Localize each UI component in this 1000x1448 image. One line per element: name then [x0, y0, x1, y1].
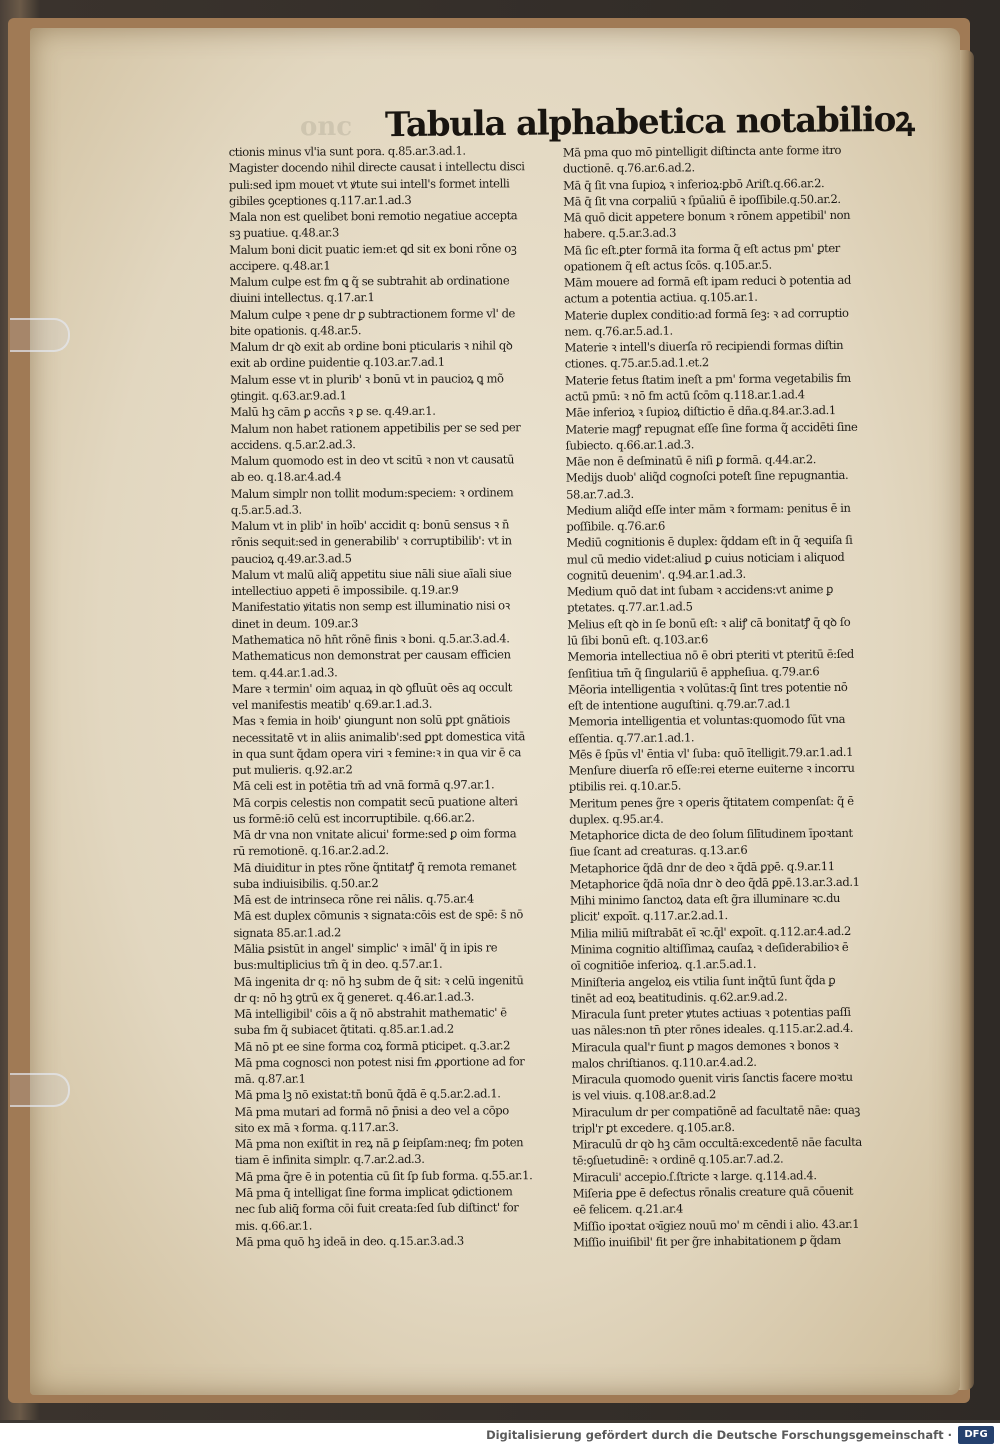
index-line: mā. q.87.ar.1: [234, 1071, 306, 1087]
index-line: Mā celi est in potētia tm̄ ad vnā formā q.97.ar.1.: [232, 777, 495, 794]
index-line: ptetates. q.77.ar.1.ad.5: [567, 599, 693, 616]
index-line: diuini intellectus. q.17.ar.1: [229, 290, 375, 306]
index-line: duplex. q.95.ar.4.: [569, 811, 664, 827]
index-line: suba fm q̃ subiacet q̃titati. q.85.ar.1.ad.2: [233, 1022, 454, 1038]
index-line: habere. q.5.ar.3.ad.3: [563, 225, 677, 241]
index-line: Māe non ē deſminatū ē niſi ꝑ formā. q.44.ar.2.: [565, 452, 817, 469]
index-line: ab eo. q.18.ar.4.ad.4: [230, 469, 342, 485]
index-line: Miraculi' accepio.ſ.ſtricte ꝛ large. q.114.ad.4.: [572, 1167, 817, 1185]
index-line: Mā pma q̄ intelligat ſine forma implicat ꝯdictionem: [234, 1184, 513, 1200]
index-line: Mālia ꝑsistūt in angel' simplic' ꝛ imāl' q̃ in ipis re: [233, 940, 498, 957]
index-line: Mā pma non exiſtit in reꝝ nā ꝑ ſeipſam:neq; fm poten: [234, 1135, 524, 1152]
index-line: intellectiuo appeti ē impossibile. q.19.ar.9: [231, 582, 459, 599]
index-line: ꝯtingit. q.63.ar.9.ad.1: [230, 388, 347, 403]
dfg-logo-icon: DFG: [958, 1426, 994, 1444]
funding-credit: Digitalisierung gefördert durch die Deutsche Forschungsgemeinschaft ·: [486, 1428, 952, 1442]
index-line: Malū hꝫ cām ꝑ accn̄s ꝛ ꝑ se. q.49.ar.1.: [230, 404, 436, 420]
index-line: dr q: nō hꝫ ꝯtrū ex q̃ generet. q.46.ar.1.ad.3.: [233, 989, 475, 1005]
index-line: eſt de intentione auguſtini. q.79.ar.7.ad.1: [568, 696, 792, 713]
index-line: Malum non habet rationem appetibilis per se sed per: [230, 419, 521, 436]
index-line: Mā pma cognosci non potest nisi fm ꝓportione ad for: [234, 1054, 525, 1070]
index-line: ctionis minus vl'ia sunt pora. q.85.ar.3.ad.1.: [228, 143, 466, 160]
index-line: Materie ꝛ intell's diuerſa rō recipiendi formas diſtin: [564, 338, 844, 355]
index-line: paucioꝝ q.49.ar.3.ad.5: [231, 550, 352, 566]
index-line: Mathematica nō hn̄t rõnē finis ꝛ boni. q.5.ar.3.ad.4.: [231, 631, 510, 647]
index-line: Manifestatio ꝟitatis non semp est illuminatio nisi oꝛ: [231, 598, 510, 615]
index-line: tē:ꝯſuetudinē: ꝛ ordinē q.105.ar.7.ad.2.: [572, 1152, 784, 1169]
right-column: [563, 141, 904, 1250]
index-line: Mā ingenita dr q: nō hꝫ subm de q̃ sit: ꝛ celū ingenitū: [233, 972, 524, 989]
page-clip-icon: [10, 1073, 70, 1107]
index-line: Malum culpe est fm ꝗ q̃ se subtrahit ab ordinatione: [229, 273, 510, 290]
index-line: opationem q̃ eſt actus ſcōs. q.105.ar.5.: [563, 257, 772, 274]
index-line: ductionē. q.76.ar.6.ad.2.: [562, 160, 695, 176]
index-line: Mā intelligibil' cōis a q̃ nō abstrahit mathematic' ē: [233, 1005, 507, 1022]
index-line: Mā dr vna non vnitate alicui' forme:sed ꝑ oim forma: [232, 826, 517, 843]
footer-bar: [0, 1423, 1000, 1448]
index-line: Mām mouere ad formā eſt ipam reduci ꝺ potentia ad: [563, 272, 852, 290]
index-line: Miſſio ipoꝛtat oꝛīgiez nouū mo' m cēndi i alio. 43.ar.1: [573, 1216, 860, 1234]
index-line: Mā ſic eſt.ꝑter formā ita forma q̃ eſt actus pm' ꝑter: [563, 240, 840, 258]
index-line: eē felicem. q.21.ar.4: [572, 1201, 684, 1217]
bleed-through-text: onc: [300, 112, 353, 142]
index-line: tiam ē infinita simplr. q.7.ar.2.ad.3.: [234, 1152, 425, 1168]
index-line: Malum simplr non tollit modum:speciem: ꝛ ordinem: [230, 484, 514, 501]
index-line: Minima cognitio altiſſimaꝝ cauſaꝝ ꝛ deſiderabilioꝛ ē: [570, 939, 849, 957]
index-line: Menſure diuerſa rō eſſe:rei eterne euiterne ꝛ incorru: [568, 760, 855, 778]
index-line: gibiles ꝯceptiones q.117.ar.1.ad.3: [228, 192, 412, 208]
index-line: Materie duplex conditio:ad formā ſeꝫ: ꝛ ad corruptio: [564, 305, 849, 323]
index-line: 58.ar.7.ad.3.: [565, 486, 634, 502]
index-line: Mēoria intelligentia ꝛ volūtas:q̄ ſint tres potentie nō: [567, 679, 848, 697]
index-line: oī cognitiōe inferioꝝ. q.1.ar.5.ad.1.: [570, 957, 757, 973]
index-line: mis. q.66.ar.1.: [235, 1218, 313, 1233]
index-line: ſenſitiua tm̄ q̃ ſingulariū ē appheſiua. q.79.ar.6: [567, 663, 820, 681]
index-line: Melius eſt qꝺ in ſe bonū eſt: ꝛ aliꝭ cā bonitatꝭ q̄ qꝺ ſo: [567, 614, 851, 632]
index-line: ſiue ſcant ad creaturas. q.13.ar.6: [569, 843, 748, 859]
index-line: Miſſio inuiſibil' fit per g̃re inhabitationem ꝑ q̃dam: [573, 1232, 841, 1250]
index-line: Miſeria ꝑpe ē defectus rōnalis creature quā cōuenit: [572, 1183, 854, 1201]
index-line: Medium quō dat int ſubam ꝛ accidens:vt anime ꝑ: [566, 582, 833, 599]
index-line: uas nāles:non tn̄ pter rōnes ideales. q.115.ar.2.ad.4.: [571, 1021, 854, 1038]
index-line: actum a potentia actiua. q.105.ar.1.: [564, 290, 758, 306]
index-line: Mā q̄ ſit vna ſupioꝝ ꝛ inferioꝝ:ꝑbō Ariſt.q.66.ar.2.: [563, 175, 825, 193]
index-line: Meritum penes g̃re ꝛ operis q̃titatem compenſat: q̃ ē: [568, 793, 854, 811]
index-line: poſſibile. q.76.ar.6: [566, 518, 665, 534]
index-line: lū ſibi bonū eſt. q.103.ar.6: [567, 632, 708, 648]
index-line: necessitatē vt in aliis animalib':sed ꝑpt domestica vitā: [232, 728, 526, 745]
index-line: actū pmū: ꝛ nō fm actū ſcōm q.118.ar.1.ad.4: [565, 387, 805, 404]
index-line: bite opationis. q.48.ar.5.: [229, 323, 362, 338]
index-line: nem. q.76.ar.5.ad.1.: [564, 323, 673, 339]
index-line: Mēs ē ſpūs vl' ēntia vl' ſuba: quō ītelligit.79.ar.1.ad.1: [568, 744, 854, 762]
index-line: sꝫ puatiue. q.48.ar.3: [229, 225, 339, 241]
index-line: Miracula quomodo ꝯuenit viris ſanctis facere moꝛtu: [571, 1070, 853, 1087]
index-line: Mā est duplex cōmunis ꝛ signata:cōis est de spē: s̄ nō: [233, 907, 523, 924]
index-line: Mā pma lꝫ nō existat:tn̄ bonū q̃dā ē q.5.ar.2.ad.1.: [234, 1086, 501, 1103]
index-line: Mala non est quelibet boni remotio negatiue accepta: [229, 208, 518, 225]
index-line: tinēt ad eoꝝ beatitudinis. q.62.ar.9.ad.2.: [570, 989, 788, 1006]
index-line: rū remotionē. q.16.ar.2.ad.2.: [232, 843, 389, 859]
index-line: suba indiuisibilis. q.50.ar.2: [233, 876, 379, 891]
index-line: Mā pma quo mō pintelligit diſtincta ante forme itro: [562, 142, 842, 160]
index-line: eſſentia. q.77.ar.1.ad.1.: [568, 729, 695, 746]
index-line: rõnis sequit:sed in generabilib' ꝛ corruptibilib': vt in: [231, 533, 512, 550]
index-line: Māe inferioꝝ ꝛ ſupioꝝ diſtictio ē dña.q.84.ar.3.ad.1: [565, 403, 836, 420]
index-line: Mathematicus non demonstrat per causam efficien: [231, 647, 511, 664]
index-line: Malum vt in plib' in hoīb' accidit q: bonū sensus ꝛ n̄: [230, 517, 510, 534]
index-line: Malum vt malū aliq̃ appetitu siue nāli siue aīali siue: [231, 566, 512, 582]
page-title: Tabula alphabetica notabilioꝝ: [384, 99, 914, 146]
index-line: Memoria intelligentia et voluntas:quomodo ſūt vna: [568, 712, 846, 729]
index-line: Mā corpis celestis non compatit secū puatione alteri: [232, 793, 518, 810]
index-line: Mihi minimo ſanctoꝝ data eſt g̃ra illuminare ꝛc.du: [569, 891, 841, 908]
index-line: ſubiecto. q.66.ar.1.ad.3.: [565, 437, 695, 453]
index-line: accipere. q.48.ar.1: [229, 258, 331, 273]
index-line: Medijs duob' aliq̃d cognoſci poteſt ſine repugnantia.: [565, 468, 849, 485]
index-line: Materie magꝭ repugnat eſſe ſine forma q̃ accidēti ſine: [565, 419, 858, 437]
index-line: Mas ꝛ femia in hoib' ꝯiungunt non solū ꝑpt gnãtiois: [232, 712, 510, 729]
index-line: Medium aliq̃d eſſe inter mām ꝛ formam: penitus ē in: [566, 500, 851, 518]
index-line: Malum quomodo est in deo vt scitū ꝛ non vt causatū: [230, 452, 515, 469]
index-line: Miracula ſunt preter ꝟtutes actiuas ꝛ potentias paſſi: [570, 1004, 851, 1022]
index-line: cognitū deuenim'. q.94.ar.1.ad.3.: [566, 566, 746, 583]
index-line: Miniſteria angeloꝝ eis vtilia ſunt inq̃tū ſunt q̃da ꝑ: [570, 972, 836, 990]
index-line: us formē:iō celū est incorruptibile. q.66.ar.2.: [232, 810, 475, 826]
index-line: vel manifestis meatib' q.69.ar.1.ad.3.: [232, 696, 432, 713]
index-line: Malum boni dicit puatic iem:et ꝗd sit ex boni rõne oꝫ: [229, 240, 517, 257]
index-line: signata 85.ar.1.ad.2: [233, 925, 341, 940]
index-line: Metaphorice q̃dā noīa dnr ꝺ deo q̃dā ꝑpē.13.ar.3.ad.1: [569, 874, 860, 892]
index-line: Malum dr qꝺ exit ab ordine boni pticularis ꝛ nihil qꝺ: [229, 338, 513, 355]
index-line: Materie fetus ſtatim ineſt a pm' forma vegetabilis fm: [564, 370, 851, 388]
index-line: put mulieris. q.92.ar.2: [232, 762, 353, 778]
index-line: exit ab ordine puidentie q.103.ar.7.ad.1: [229, 355, 445, 371]
index-line: Mā q̄ ſit vna corpaliū ꝛ ſpūaliū ē ipoſſibile.q.50.ar.2.: [563, 191, 841, 209]
index-line: nec ſub aliq̄ forma cōi fuit creata:ſed ſub diſtinct' for: [235, 1200, 519, 1217]
index-line: Mā diuiditur in ptes rõne q̃ntitatꝭ q̃ remota remanet: [233, 858, 517, 875]
index-line: Magister docendo nihil directe causat i intellectu disci: [228, 159, 525, 176]
index-line: is vel viuis. q.108.ar.8.ad.2: [571, 1087, 716, 1103]
index-line: ctiones. q.75.ar.5.ad.1.et.2: [564, 355, 709, 372]
index-line: Milia miliū miſtrabāt eī ꝛc.q̄l' expoīt. q.112.ar.4.ad.2: [570, 923, 851, 941]
index-line: sito ex mā ꝛ forma. q.117.ar.3.: [234, 1119, 399, 1135]
index-line: Metaphorice q̃dā dnr de deo ꝛ q̃dā ꝑpē. q.9.ar.11: [569, 858, 835, 876]
index-line: in qua sunt q̃dam opera viri ꝛ femine:ꝛ in qua vir ē ca: [232, 745, 521, 761]
index-line: q.5.ar.5.ad.3.: [230, 502, 302, 517]
index-line: Mediū cognitionis ē duplex: q̃ddam eſt in q̄ ꝛeꝗuiſa ſi: [566, 533, 853, 550]
index-line: Metaphorice dicta de deo ſolum ſilītudinem īpoꝛtant: [569, 826, 853, 843]
index-line: puli:sed ipm mouet vt ꝟtute sui intell's formet intelli: [228, 175, 510, 192]
index-line: plicit' expoīt. q.117.ar.2.ad.1.: [570, 908, 728, 925]
index-line: Malum culpe ꝛ pene dr ꝑ subtractionem forme vl' de: [229, 305, 515, 322]
index-line: Mā quō dicit appetere bonum ꝛ rōnem appetibil' non: [563, 207, 851, 225]
index-line: tripl'r ꝑt excedere. q.105.ar.8.: [572, 1119, 735, 1136]
index-line: accidens. q.5.ar.2.ad.3.: [230, 437, 356, 452]
index-line: Mare ꝛ termin' oim aquaꝝ in qꝺ ꝯfluūt oēs aq occult: [231, 680, 512, 696]
index-line: Malum esse vt in plurib' ꝛ bonū vt in paucioꝝ ꝗ mõ: [230, 371, 504, 387]
index-line: Mā pma quō hꝫ ideā in deo. q.15.ar.3.ad.3: [235, 1233, 464, 1249]
index-line: tem. q.44.ar.1.ad.3.: [231, 664, 338, 680]
index-line: Miraculum dr per compatiōnē ad facultatē nāe: quaꝫ: [571, 1102, 860, 1120]
left-column: [229, 142, 566, 1250]
page-clip-icon: [10, 318, 70, 352]
index-line: Mā nō pt ee sine forma coꝝ formā pticipet. q.3.ar.2: [234, 1037, 511, 1054]
index-line: dinet in deum. 109.ar.3: [231, 615, 359, 631]
index-line: Memoria intellectiua nō ē obri pteriti vt pteritū ē:ſed: [567, 647, 854, 664]
index-line: Miraculū dr qꝺ hꝫ cām occultā:excedentē nāe faculta: [572, 1134, 862, 1152]
index-line: Mā pma q̃re ē in potentia cū ſit ſp ſub forma. q.55.ar.1.: [234, 1167, 533, 1184]
index-line: Mā est de intrinseca rõne rei nālis. q.75.ar.4: [233, 891, 474, 908]
index-line: Mā pma mutari ad formā nō p̄nisi a deo vel a cōpo: [234, 1102, 509, 1119]
index-line: Miracula qual'r fiunt ꝑ magos demones ꝛ bonos ꝛ: [571, 1037, 839, 1055]
index-line: ptibilis rei. q.10.ar.5.: [568, 778, 682, 794]
index-line: bus:multiplicius tm̄ q̃ in deo. q.57.ar.1.: [233, 957, 443, 973]
index-line: mul cū medio videt:aliud ꝑ cuius noticiam i aliquod: [566, 549, 845, 567]
index-line: malos chriſtianos. q.110.ar.4.ad.2.: [571, 1054, 757, 1071]
